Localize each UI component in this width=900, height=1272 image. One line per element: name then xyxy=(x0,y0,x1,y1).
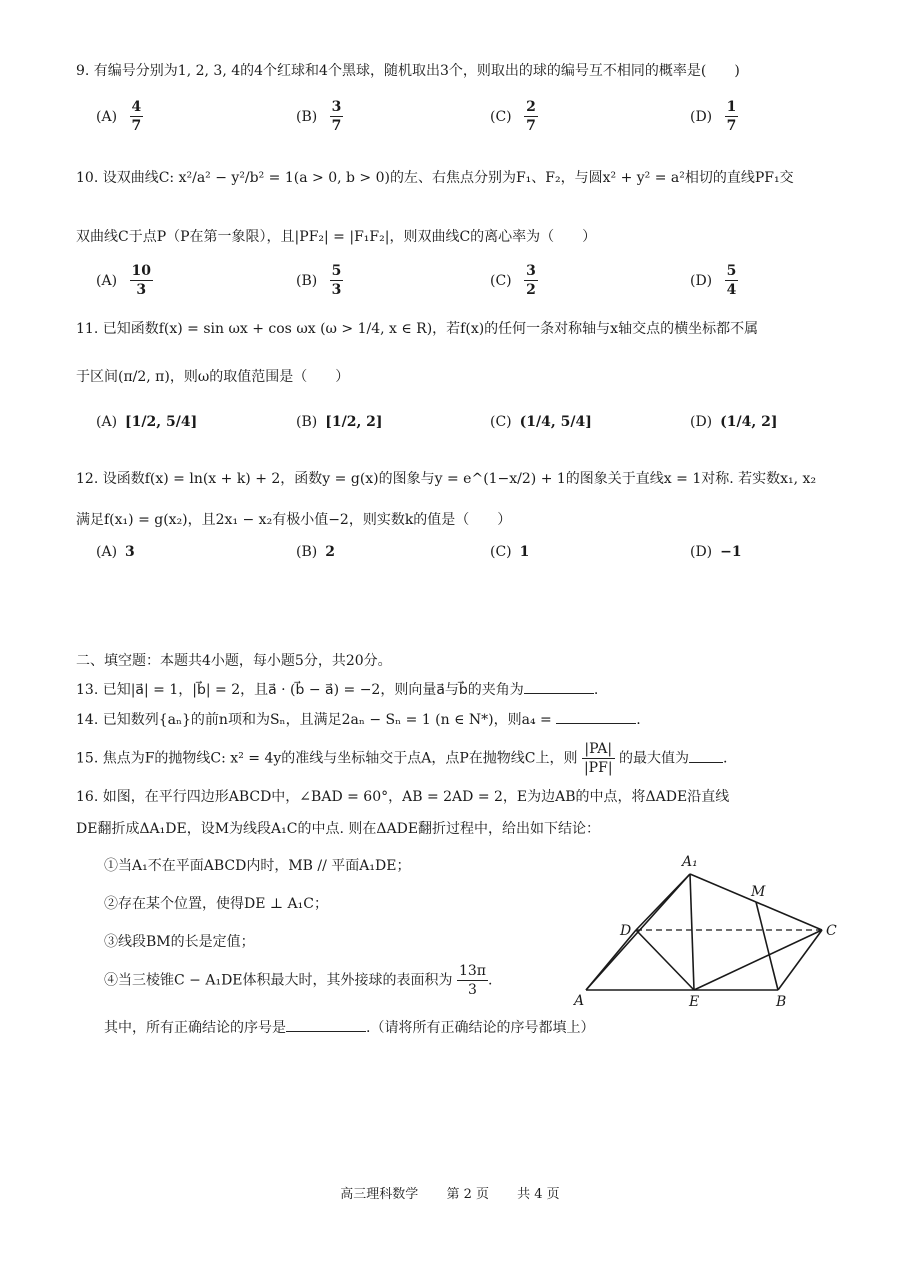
q11-stem: 11. 已知函数f(x) = sin ωx + cos ωx (ω > 1/4, x ∈ R)，若f(x)的任何一条对称轴与x轴交点的横坐标都不属 xyxy=(76,321,759,337)
page-footer xyxy=(0,1183,900,1202)
edge-de xyxy=(636,930,694,990)
q9-option-c: (C) $\frac{2}{7}$ xyxy=(490,99,536,134)
q13: 13. 已知|a⃗| = 1，|b⃗| = 2，且a⃗ · (b⃗ − a⃗) = −2，则向量a⃗与b⃗的夹角为 . xyxy=(76,682,599,698)
q13-answer-blank[interactable] xyxy=(524,693,594,694)
edge-ec xyxy=(694,930,822,990)
q10-stem-2: 双曲线C于点P（P在第一象限），且|PF₂| = |F₁F₂|，则双曲线C的离心率为（ ） xyxy=(76,229,597,245)
q16-conclusion-1: ①当A₁不在平面ABCD内时，MB // 平面A₁DE； xyxy=(104,858,411,874)
q15: 15. 焦点为F的抛物线C: x² = 4y的准线与坐标轴交于点A，点P在抛物线C上，则 $\frac{|PA|}{|PF|}$ 的最大值为 . xyxy=(76,741,728,776)
edge-a1-m xyxy=(690,874,756,902)
q16-conclusion-3: ③线段BM的长是定值； xyxy=(104,934,255,950)
q9-option-d: (D) $\frac{1}{7}$ xyxy=(690,99,737,134)
section-2-heading: 二、填空题：本题共4小题，每小题5分，共20分。 xyxy=(76,653,392,669)
q10-option-b: (B) $\frac{5}{3}$ xyxy=(296,263,342,298)
q16-answer-blank[interactable] xyxy=(286,1031,366,1032)
q15-answer-blank[interactable] xyxy=(689,762,723,763)
q12-stem: 12. 设函数f(x) = ln(x + k) + 2，函数y = g(x)的图象与y = e^(1−x/2) + 1的图象关于直线x = 1对称. 若实数x₁, x₂ xyxy=(76,471,817,487)
footer-page: 第 2 页 xyxy=(446,1187,489,1202)
q16-tail: 其中，所有正确结论的序号是 .（请将所有正确结论的序号都填上） xyxy=(104,1020,595,1036)
q11-stem-2: 于区间(π/2, π)，则ω的取值范围是（ ） xyxy=(76,369,350,385)
label-c: C xyxy=(826,923,837,939)
edge-m-c xyxy=(756,902,822,930)
q16-conclusion-2: ②存在某个位置，使得DE ⊥ A₁C； xyxy=(104,896,328,912)
q10-option-a: (A) $\frac{10}{3}$ xyxy=(96,263,151,298)
q12-option-b: (B) 2 xyxy=(296,544,335,560)
edge-mb xyxy=(756,902,778,990)
q16-conclusion-4: ④当三棱锥C − A₁DE体积最大时，其外接球的表面积为 $\frac{13\pi}{3}$ . xyxy=(104,963,493,998)
parallelogram-fold-figure xyxy=(570,848,850,1008)
q9-option-a: (A) $\frac{4}{7}$ xyxy=(96,99,142,134)
edge-a1-e xyxy=(690,874,694,990)
q12-option-a: (A) 3 xyxy=(96,544,135,560)
label-d: D xyxy=(620,923,632,939)
edge-d-a1 xyxy=(636,874,690,930)
q10-option-d: (D) $\frac{5}{4}$ xyxy=(690,263,737,298)
label-b: B xyxy=(776,994,787,1008)
q10-stem: 10. 设双曲线C: x²/a² − y²/b² = 1(a > 0, b > 0)的左、右焦点分别为F₁、F₂，与圆x² + y² = a²相切的直线PF₁交 xyxy=(76,170,794,186)
q11-option-a: (A) [1/2, 5/4] xyxy=(96,414,198,430)
q14: 14. 已知数列{aₙ}的前n项和为Sₙ，且满足2aₙ − Sₙ = 1 (n ∈ N*)，则a₄ = . xyxy=(76,712,641,728)
q10-option-c: (C) $\frac{3}{2}$ xyxy=(490,263,536,298)
footer-subject: 高三理科数学 xyxy=(340,1187,419,1202)
q16-stem: 16. 如图，在平行四边形ABCD中，∠BAD = 60°，AB = 2AD = 2，E为边AB的中点，将ΔADE沿直线 xyxy=(76,789,730,805)
q12-option-d: (D) −1 xyxy=(690,544,742,560)
q9-option-b: (B) $\frac{3}{7}$ xyxy=(296,99,342,134)
q12-stem-2: 满足f(x₁) = g(x₂)，且2x₁ − x₂有极小值−2，则实数k的值是（ ） xyxy=(76,512,512,528)
q11-option-c: (C) (1/4, 5/4] xyxy=(490,414,592,430)
label-m: M xyxy=(751,884,766,900)
label-a1: A₁ xyxy=(682,854,698,870)
q16-stem-2: DE翻折成ΔA₁DE，设M为线段A₁C的中点. 则在ΔADE翻折过程中，给出如下结论： xyxy=(76,821,601,837)
label-e: E xyxy=(689,994,700,1008)
edge-bc xyxy=(778,930,822,990)
footer-total: 共 4 页 xyxy=(517,1187,560,1202)
q9-stem: 9. 有编号分别为1, 2, 3, 4的4个红球和4个黑球，随机取出3个，则取出的球的编号互不相同的概率是( ) xyxy=(76,63,740,79)
q11-option-d: (D) (1/4, 2] xyxy=(690,414,778,430)
q14-answer-blank[interactable] xyxy=(556,723,636,724)
q12-option-c: (C) 1 xyxy=(490,544,530,560)
q11-option-b: (B) [1/2, 2] xyxy=(296,414,383,430)
label-a: A xyxy=(574,993,585,1008)
edge-a-a1 xyxy=(586,874,690,990)
